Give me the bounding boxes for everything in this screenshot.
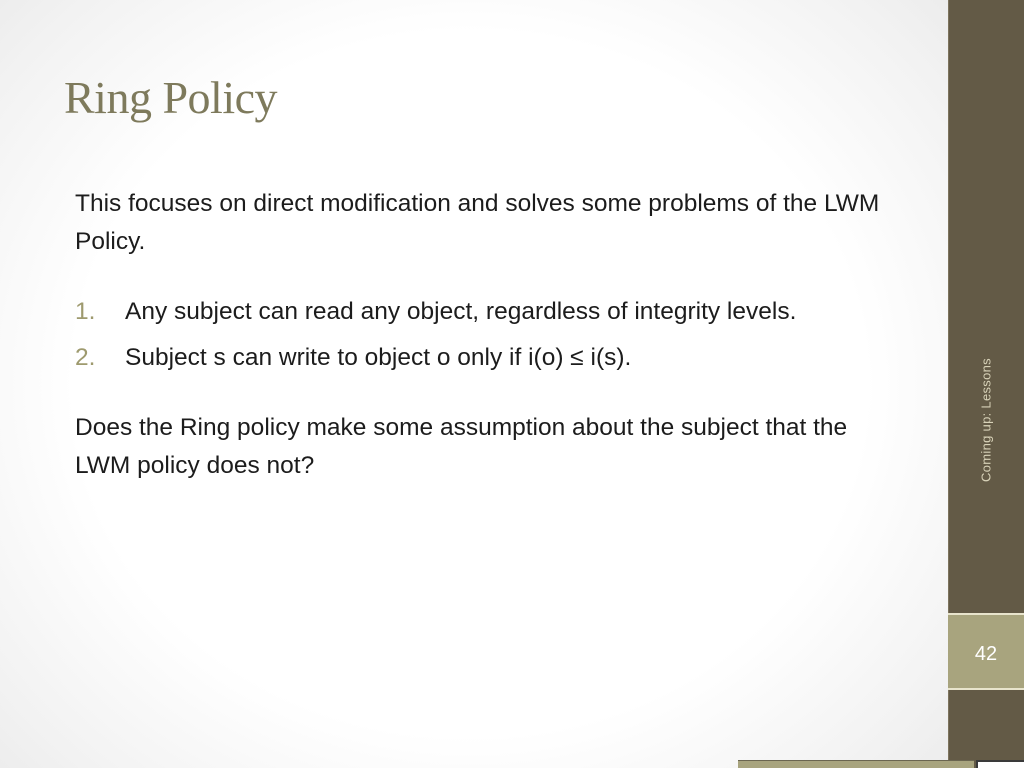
rules-list [75,293,905,377]
list-item-text: Subject s can write to object o only if i(o) ≤ i(s). [125,344,632,371]
corner-square [976,760,1024,768]
list-number: 2. [75,344,96,371]
bottom-accent-bar [738,760,974,768]
list-item [75,339,905,377]
list-item-text: Any subject can read any object, regardless of integrity levels. [125,298,797,325]
page-number: 42 [974,643,998,665]
slide-title: Ring Policy [64,72,278,123]
list-item [75,293,905,331]
intro-paragraph: This focuses on direct modification and solves some problems of the LWM Policy. [75,190,880,255]
list-number: 1. [75,298,96,325]
sidebar-section-label: Coming up: Lessons [978,358,994,482]
slide-content [75,185,905,485]
page-number-box [948,613,1024,690]
question-paragraph: Does the Ring policy make some assumption about the subject that the LWM policy does not? [75,414,848,479]
